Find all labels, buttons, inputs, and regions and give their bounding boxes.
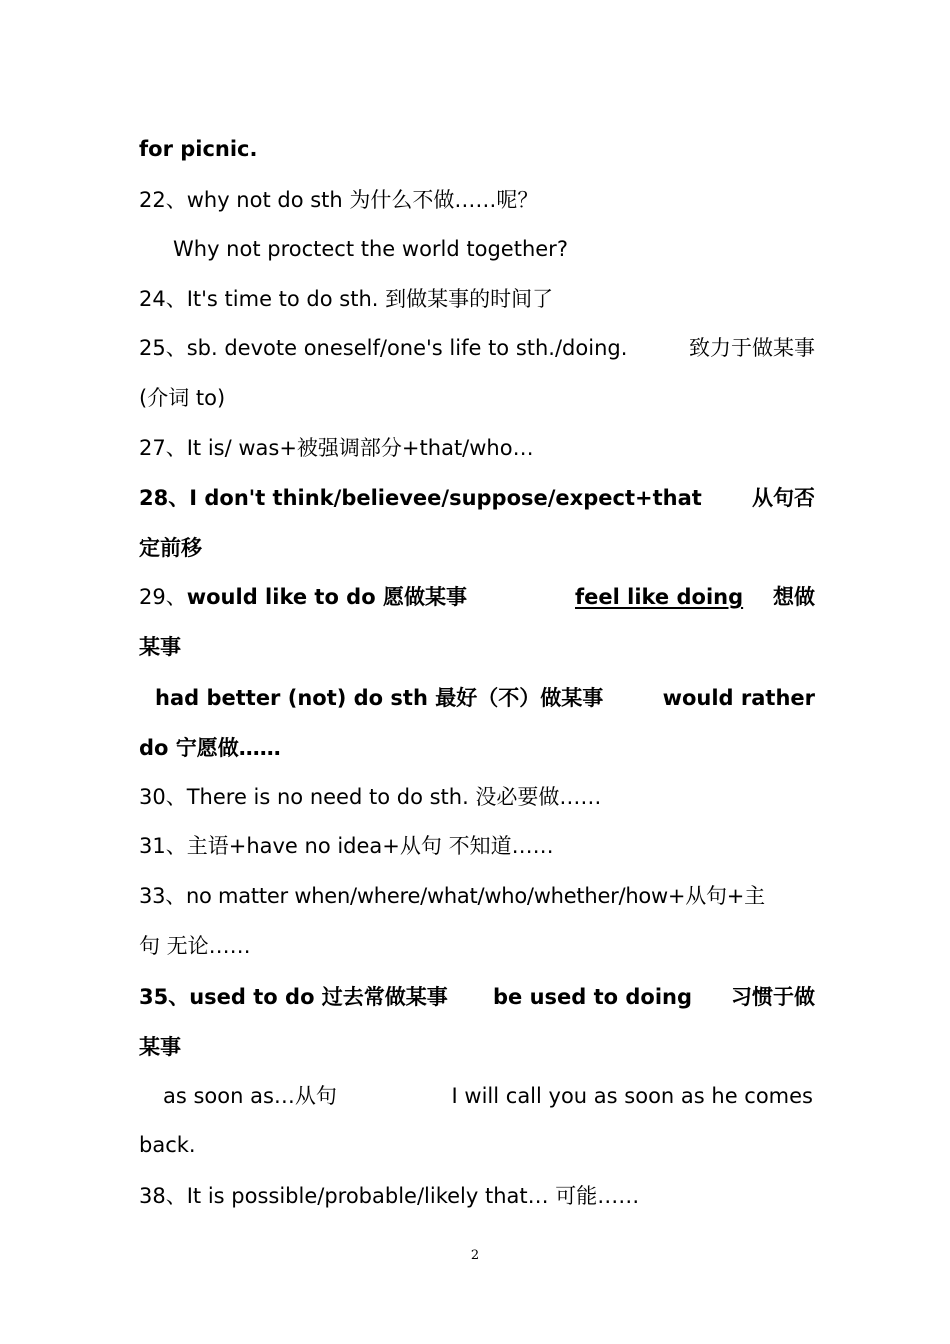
- text-segment: 29、: [139, 585, 187, 609]
- text-line: (介词 to): [139, 386, 226, 410]
- text-line: 某事: [139, 1035, 181, 1059]
- text-line: 24、It's time to do sth. 到做某事的时间了: [139, 287, 554, 311]
- text-segment: be used to doing: [493, 985, 693, 1009]
- text-segment: I will call you as soon as he comes: [451, 1084, 813, 1108]
- text-line: 22、why not do sth 为什么不做……呢？: [139, 188, 539, 212]
- text-line: [155, 683, 815, 713]
- text-segment: as soon as…从句: [163, 1084, 337, 1108]
- text-line: 27、It is/ was+被强调部分+that/who…: [139, 436, 534, 460]
- text-segment: 35、used to do 过去常做某事: [139, 985, 448, 1009]
- text-line: back.: [139, 1133, 196, 1157]
- page-number: 2: [470, 1248, 480, 1263]
- text-line: [163, 1081, 813, 1111]
- text-segment: 想做: [773, 585, 815, 609]
- text-line: do 宁愿做……: [139, 736, 281, 760]
- text-line: 33、no matter when/where/what/who/whether/how+从句+主: [139, 884, 765, 908]
- text-line: 31、主语+have no idea+从句 不知道……: [139, 834, 554, 858]
- text-segment: 致力于做某事: [689, 336, 815, 360]
- text-segment: 习惯于做: [731, 985, 815, 1009]
- text-line: [139, 982, 815, 1012]
- text-line: for picnic.: [139, 137, 258, 161]
- text-line: 38、It is possible/probable/likely that… 可能……: [139, 1184, 640, 1208]
- text-segment: 25、sb. devote oneself/one's life to sth./doing.: [139, 336, 628, 360]
- text-segment: would rather: [662, 686, 815, 710]
- text-line: 定前移: [139, 536, 202, 560]
- text-segment: 从句否: [752, 486, 815, 510]
- text-line: 30、There is no need to do sth. 没必要做……: [139, 785, 602, 809]
- text-line: [139, 582, 815, 612]
- underlined-phrase: feel like doing: [575, 585, 744, 609]
- text-line: Why not proctect the world together?: [173, 237, 568, 261]
- text-segment: had better (not) do sth 最好（不）做某事: [155, 686, 604, 710]
- text-line: [139, 333, 815, 363]
- text-line: 句 无论……: [139, 934, 251, 958]
- text-line: [139, 483, 815, 513]
- text-segment: 28、I don't think/believee/suppose/expect+that: [139, 486, 702, 510]
- text-line: 某事: [139, 635, 181, 659]
- text-segment: would like to do 愿做某事: [186, 585, 467, 609]
